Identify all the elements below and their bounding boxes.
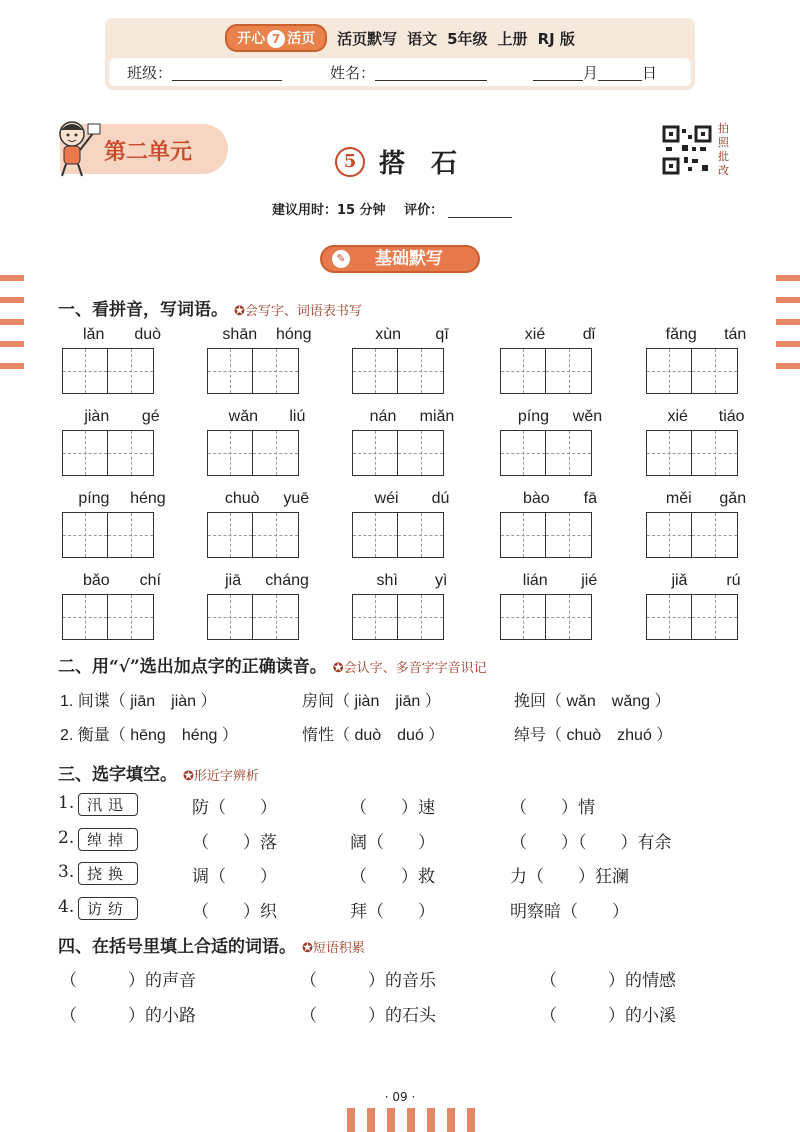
- pinyin-label: [646, 572, 766, 594]
- rating-field[interactable]: [448, 204, 512, 218]
- pinyin-syllable: duò: [134, 326, 162, 343]
- pinyin-label: [352, 572, 472, 594]
- character-box[interactable]: [62, 594, 108, 640]
- char-choices: 绰掉: [78, 828, 138, 851]
- pinyin-item: [500, 326, 620, 394]
- pinyin-syllable: xié: [667, 408, 688, 425]
- q1-heading: [58, 295, 362, 320]
- month-field[interactable]: [533, 63, 583, 81]
- q3-blank[interactable]: 防（ ）: [192, 798, 277, 818]
- q1-tag: ✪会写字、词语表书写: [234, 304, 362, 319]
- character-box[interactable]: [500, 430, 546, 476]
- q3-blank[interactable]: 明察暗（ ）: [510, 902, 629, 922]
- pinyin-label: [352, 490, 472, 512]
- pinyin-syllable: fā: [583, 490, 597, 507]
- pinyin-syllable: cháng: [265, 572, 309, 589]
- character-box[interactable]: [207, 512, 253, 558]
- character-box[interactable]: [62, 348, 108, 394]
- unit-title: 第二单元: [104, 139, 193, 165]
- character-box[interactable]: [692, 594, 738, 640]
- pinyin-item: [646, 408, 766, 476]
- pinyin-item: [62, 408, 182, 476]
- pinyin-label: [646, 490, 766, 512]
- lesson-number: 5: [335, 147, 365, 177]
- pinyin-syllable: bào: [522, 490, 550, 507]
- pinyin-syllable: shì: [376, 572, 398, 589]
- mascot-icon: [48, 118, 106, 180]
- q3-blank[interactable]: 调（ ）: [192, 867, 277, 887]
- q3-blank[interactable]: 阔（ ）: [350, 833, 435, 853]
- char-choices-wrap: [78, 828, 138, 851]
- pinyin-syllable: rú: [726, 572, 741, 589]
- character-box[interactable]: [646, 430, 692, 476]
- q4-item[interactable]: （ ）的石头: [300, 1006, 436, 1026]
- character-box[interactable]: [546, 430, 592, 476]
- character-box[interactable]: [253, 430, 299, 476]
- character-box[interactable]: [546, 594, 592, 640]
- q3-blank[interactable]: 力（ ）狂澜: [510, 867, 629, 887]
- q4-heading: [58, 932, 365, 957]
- character-box[interactable]: [108, 594, 154, 640]
- pinyin-item: [207, 408, 327, 476]
- pinyin-syllable: yuē: [283, 490, 310, 507]
- pinyin-label: [352, 408, 472, 430]
- right-side-bars: [776, 275, 800, 385]
- qr-code-icon[interactable]: [662, 125, 712, 175]
- pinyin-syllable: fǎng: [665, 326, 697, 343]
- character-box[interactable]: [108, 430, 154, 476]
- suggested-time: 建议用时：15 分钟: [272, 203, 386, 218]
- pinyin-item: [500, 408, 620, 476]
- q3-blank-wrap: [510, 828, 672, 853]
- character-box[interactable]: [352, 594, 398, 640]
- pinyin-item: [646, 572, 766, 640]
- name-label: 姓名：: [330, 63, 376, 82]
- q4-title: 四、在括号里填上合适的词语。: [58, 937, 296, 957]
- pinyin-item: [646, 326, 766, 394]
- q3-blank-wrap: [192, 897, 277, 922]
- q4-item[interactable]: （ ）的小路: [60, 1006, 196, 1026]
- q3-item-number-wrap: [58, 862, 74, 882]
- character-box[interactable]: [207, 430, 253, 476]
- pinyin-item: [207, 326, 327, 394]
- pinyin-syllable: jiā: [225, 572, 242, 589]
- pinyin-syllable: yì: [434, 572, 448, 589]
- pinyin-syllable: měi: [665, 490, 692, 507]
- pinyin-syllable: lián: [522, 572, 548, 589]
- q3-heading: [58, 760, 259, 785]
- pinyin-item: [352, 490, 472, 558]
- pinyin-syllable: tán: [724, 326, 747, 343]
- pinyin-syllable: xùn: [375, 326, 401, 343]
- character-box[interactable]: [646, 348, 692, 394]
- pinyin-syllable: jiàn: [84, 408, 110, 425]
- pinyin-syllable: jié: [581, 572, 598, 589]
- pinyin-label: [646, 326, 766, 348]
- pinyin-syllable: qī: [435, 326, 449, 343]
- pinyin-item: [646, 490, 766, 558]
- q2-item[interactable]: 房间（ jiàn jiān ）: [302, 693, 441, 710]
- pencil-icon: ✎: [332, 250, 350, 268]
- brand-logo: [225, 24, 327, 52]
- q3-blank-wrap: [350, 793, 435, 818]
- character-box[interactable]: [108, 348, 154, 394]
- pinyin-syllable: gé: [141, 408, 160, 425]
- q2-heading: [58, 652, 487, 677]
- character-box[interactable]: [253, 512, 299, 558]
- pinyin-syllable: miǎn: [419, 408, 455, 425]
- pinyin-syllable: lǎn: [82, 326, 105, 343]
- char-choices: 访纺: [78, 897, 138, 920]
- character-box[interactable]: [546, 512, 592, 558]
- pinyin-item: [62, 490, 182, 558]
- character-box[interactable]: [108, 512, 154, 558]
- pinyin-item: [352, 408, 472, 476]
- q2-tag: ✪会认字、多音字字音识记: [332, 661, 487, 676]
- pinyin-syllable: dǐ: [582, 326, 596, 343]
- time-row: [272, 199, 512, 218]
- pinyin-item: [500, 572, 620, 640]
- qr-label: 拍照批改: [718, 122, 729, 177]
- pinyin-label: [62, 490, 182, 512]
- worksheet-header: [105, 18, 695, 90]
- pinyin-syllable: píng: [517, 408, 550, 425]
- q4-tag: ✪短语积累: [302, 941, 365, 956]
- header-volume: 上册: [497, 29, 528, 48]
- q2-item[interactable]: 惰性（ duò duó ）: [302, 727, 445, 744]
- character-box[interactable]: [398, 430, 444, 476]
- header-subtitle: 活页默写: [337, 29, 398, 48]
- q3-blank-wrap: [192, 862, 277, 887]
- pinyin-item: [500, 490, 620, 558]
- q1-title: 一、看拼音，写词语。: [58, 300, 228, 320]
- q3-blank-wrap: [192, 793, 277, 818]
- pinyin-item: [207, 572, 327, 640]
- pinyin-label: [500, 572, 620, 594]
- q3-blank[interactable]: （ ）落: [192, 833, 277, 853]
- pinyin-syllable: xié: [524, 326, 546, 343]
- q2-title: 二、用“√”选出加点字的正确读音。: [58, 657, 327, 677]
- pinyin-item: [207, 490, 327, 558]
- character-box[interactable]: [398, 512, 444, 558]
- character-box[interactable]: [646, 594, 692, 640]
- brand-text: 开心: [237, 31, 266, 47]
- pinyin-syllable: shān: [222, 326, 258, 343]
- page-number: · 09 ·: [384, 1090, 416, 1104]
- character-box[interactable]: [62, 512, 108, 558]
- pinyin-syllable: chí: [139, 572, 161, 589]
- q3-item-number: 2.: [58, 828, 75, 848]
- pinyin-syllable: jiǎ: [671, 572, 688, 589]
- pinyin-label: [207, 490, 327, 512]
- character-box[interactable]: [62, 430, 108, 476]
- q3-blank-wrap: [510, 793, 595, 818]
- q3-blank[interactable]: （ ）织: [192, 902, 277, 922]
- q3-blank-wrap: [510, 862, 629, 887]
- char-choices: 挠换: [78, 862, 138, 885]
- character-box[interactable]: [692, 430, 738, 476]
- character-box[interactable]: [207, 348, 253, 394]
- pinyin-label: [207, 572, 327, 594]
- pinyin-label: [62, 572, 182, 594]
- lesson-name: 搭 石: [379, 149, 458, 179]
- pinyin-syllable: liú: [289, 408, 306, 425]
- q3-item-number-wrap: [58, 793, 74, 813]
- q3-blank[interactable]: （ ）救: [350, 867, 435, 887]
- q2-item[interactable]: 绰号（ chuò zhuó ）: [514, 727, 673, 744]
- pinyin-syllable: tiáo: [718, 408, 745, 425]
- pinyin-label: [352, 326, 472, 348]
- pinyin-item: [62, 326, 182, 394]
- pinyin-syllable: wǎn: [228, 408, 259, 425]
- header-grade: 5年级: [447, 29, 488, 48]
- character-box[interactable]: [546, 348, 592, 394]
- pinyin-syllable: píng: [78, 490, 110, 507]
- pinyin-label: [62, 408, 182, 430]
- section-banner: [320, 245, 480, 273]
- q3-blank[interactable]: （ ）（ ）有余: [510, 833, 672, 853]
- pinyin-label: [207, 408, 327, 430]
- q4-item[interactable]: （ ）的小溪: [540, 1006, 676, 1026]
- char-choices-wrap: [78, 897, 138, 920]
- pinyin-syllable: chuò: [224, 490, 260, 507]
- brand-suffix: 活页: [287, 31, 316, 47]
- pinyin-syllable: nán: [369, 408, 397, 425]
- q4-item[interactable]: （ ）的声音: [60, 971, 196, 991]
- q2-item[interactable]: 2. 衡量（ hēng héng ）: [60, 727, 238, 744]
- header-subject: 语文: [407, 29, 438, 48]
- char-choices: 汛迅: [78, 793, 138, 816]
- class-label: 班级：: [127, 63, 173, 82]
- class-field[interactable]: [172, 63, 282, 81]
- q3-tag: ✪形近字辨析: [183, 769, 259, 784]
- pinyin-syllable: héng: [130, 490, 166, 507]
- pinyin-item: [62, 572, 182, 640]
- pinyin-label: [62, 326, 182, 348]
- pinyin-syllable: wěn: [572, 408, 603, 425]
- character-box[interactable]: [692, 348, 738, 394]
- q4-item[interactable]: （ ）的情感: [540, 971, 676, 991]
- bottom-bars: [347, 1108, 475, 1132]
- character-box[interactable]: [692, 512, 738, 558]
- q3-blank-wrap: [350, 828, 435, 853]
- pinyin-syllable: dú: [431, 490, 450, 507]
- character-box[interactable]: [500, 348, 546, 394]
- character-box[interactable]: [352, 512, 398, 558]
- pinyin-syllable: bǎo: [82, 572, 110, 589]
- header-edition: RJ 版: [537, 29, 575, 48]
- left-side-bars: [0, 275, 24, 385]
- pinyin-syllable: wéi: [374, 490, 399, 507]
- pinyin-syllable: hóng: [275, 326, 312, 343]
- pinyin-label: [500, 408, 620, 430]
- character-box[interactable]: [207, 594, 253, 640]
- q3-title: 三、选字填空。: [58, 765, 177, 785]
- day-field[interactable]: [598, 63, 642, 81]
- char-choices-wrap: [78, 862, 138, 885]
- q3-item-number: 3.: [58, 862, 75, 882]
- pinyin-label: [207, 326, 327, 348]
- q3-item-number-wrap: [58, 897, 74, 917]
- q2-item[interactable]: 1. 间谍（ jiān jiàn ）: [60, 693, 217, 710]
- month-label: 月: [583, 63, 599, 82]
- character-box[interactable]: [352, 348, 398, 394]
- pinyin-label: [500, 490, 620, 512]
- pinyin-item: [352, 572, 472, 640]
- character-box[interactable]: [253, 348, 299, 394]
- q4-item[interactable]: （ ）的音乐: [300, 971, 436, 991]
- brand-row: [105, 24, 695, 52]
- char-choices-wrap: [78, 793, 138, 816]
- section-banner-text: 基础默写: [375, 249, 443, 269]
- brand-seven: 7: [267, 30, 285, 48]
- pinyin-label: [646, 408, 766, 430]
- q3-blank[interactable]: 拜（ ）: [350, 902, 435, 922]
- student-info-row: [109, 58, 691, 86]
- character-box[interactable]: [352, 430, 398, 476]
- q3-blank[interactable]: （ ）速: [350, 798, 435, 818]
- lesson-title: [335, 143, 457, 180]
- day-label: 日: [642, 63, 658, 82]
- q3-blank-wrap: [192, 828, 277, 853]
- q2-item[interactable]: 挽回（ wǎn wǎng ）: [514, 693, 671, 710]
- character-box[interactable]: [500, 594, 546, 640]
- q3-blank[interactable]: （ ）情: [510, 798, 595, 818]
- pinyin-syllable: gǎn: [719, 490, 747, 507]
- pinyin-item: [352, 326, 472, 394]
- q3-item-number-wrap: [58, 828, 74, 848]
- character-box[interactable]: [500, 512, 546, 558]
- q3-blank-wrap: [510, 897, 629, 922]
- q3-blank-wrap: [350, 897, 435, 922]
- name-field[interactable]: [375, 63, 487, 81]
- rating-label: 评价：: [404, 203, 444, 218]
- character-box[interactable]: [253, 594, 299, 640]
- q3-item-number: 1.: [58, 793, 75, 813]
- character-box[interactable]: [398, 594, 444, 640]
- q3-blank-wrap: [350, 862, 435, 887]
- q3-item-number: 4.: [58, 897, 75, 917]
- pinyin-label: [500, 326, 620, 348]
- character-box[interactable]: [646, 512, 692, 558]
- character-box[interactable]: [398, 348, 444, 394]
